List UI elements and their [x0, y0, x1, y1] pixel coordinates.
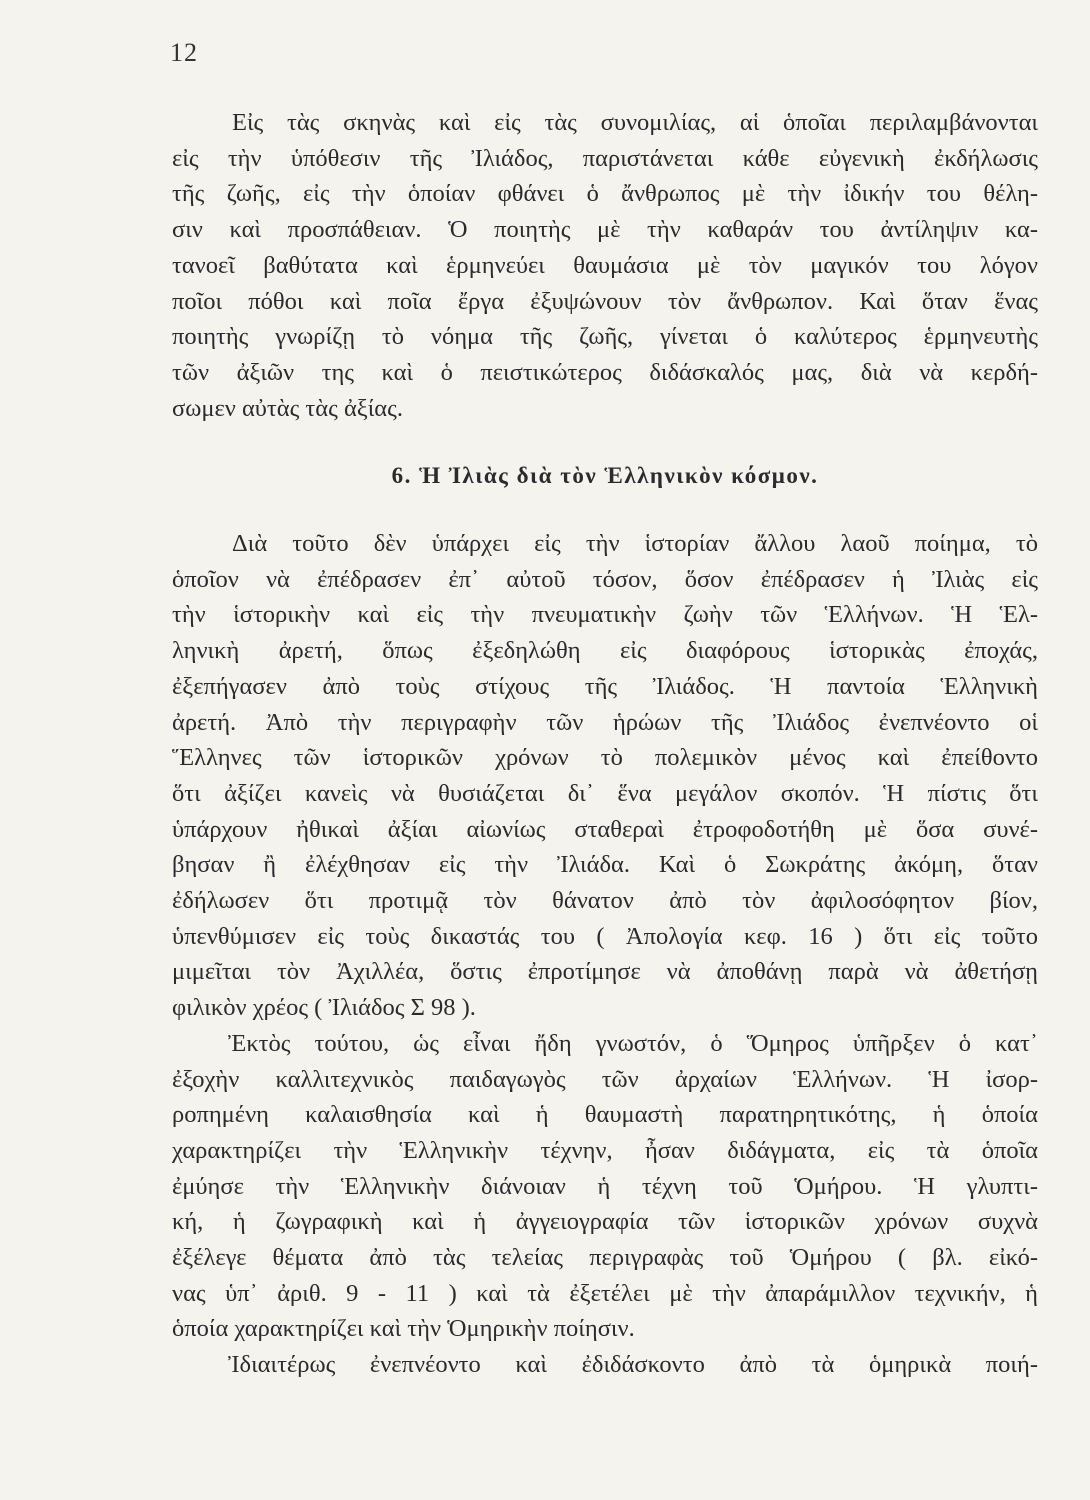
text-line: τῆς ζωῆς, εἰς τὴν ὁποίαν φθάνει ὁ ἄνθρωπος μὲ τὴν ἰδικήν του θέλη- [172, 180, 1038, 208]
text-line: Ἕλληνες τῶν ἱστορικῶν χρόνων τὸ πολεμικὸν μένος καὶ ἐπείθοντο [172, 744, 1038, 772]
text-line: τῶν ἀξιῶν της καὶ ὁ πειστικώτερος διδάσκαλός μας, διὰ νὰ κερδή- [172, 358, 1038, 386]
text-line: ὑπενθύμισεν εἰς τοὺς δικαστάς του ( Ἀπολογία κεφ. 16 ) ὅτι εἰς τοῦτο [172, 922, 1038, 950]
text-line: ροπημένη καλαισθησία καὶ ἡ θαυμαστὴ παρατηρητικότης, ἡ ὁποία [172, 1101, 1038, 1129]
body-text [172, 526, 1038, 1383]
text-line: ὁποία χαρακτηρίζει καὶ τὴν Ὁμηρικὴν ποίησιν. [172, 1315, 635, 1343]
paragraph-2 [172, 526, 1038, 1026]
text-line: Εἰς τὰς σκηνὰς καὶ εἰς τὰς συνομιλίας, αἱ ὁποῖαι περιλαμβάνονται [232, 109, 1038, 136]
text-line: νας ὑπ᾽ ἀριθ. 9 - 11 ) καὶ τὰ ἐξετέλει μὲ τὴν ἀπαράμιλλον τεχνικήν, ἡ [172, 1279, 1038, 1307]
text-line: βησαν ἢ ἐλέχθησαν εἰς τὴν Ἰλιάδα. Καὶ ὁ Σωκράτης ἀκόμη, ὅταν [172, 851, 1038, 879]
text-line: ἐξέλεγε θέματα ἀπὸ τὰς τελείας περιγραφὰς τοῦ Ὁμήρου ( βλ. εἰκό- [172, 1244, 1038, 1272]
text-line: Διὰ τοῦτο δὲν ὑπάρχει εἰς τὴν ἱστορίαν ἄλλου λαοῦ ποίημα, τὸ [232, 530, 1038, 557]
text-line: Ἐκτὸς τούτου, ὡς εἶναι ἤδη γνωστόν, ὁ Ὅμηρος ὑπῆρξεν ὁ κατ᾽ [228, 1029, 1038, 1057]
text-line: ὑπάρχουν ἠθικαὶ ἀξίαι αἰωνίως σταθεραὶ ἐτροφοδοτήθη μὲ ὅσα συνέ- [172, 815, 1038, 843]
text-line: ποιητὴς γνωρίζῃ τὸ νόημα τῆς ζωῆς, γίνεται ὁ καλύτερος ἑρμηνευτὴς [172, 323, 1038, 351]
section-heading: 6. Ἡ Ἰλιὰς διὰ τὸν Ἑλληνικὸν κόσμον. [391, 463, 819, 488]
text-line: ληνικὴ ἀρετή, ὅπως ἐξεδηλώθη εἰς διαφόρους ἱστορικὰς ἐποχάς, [172, 637, 1038, 665]
text-line: τανοεῖ βαθύτατα καὶ ἑρμηνεύει θαυμάσια μὲ τὸν μαγικόν του λόγον [172, 251, 1038, 279]
text-line: Ἰδιαιτέρως ἐνεπνέοντο καὶ ἐδιδάσκοντο ἀπὸ τὰ ὁμηρικὰ ποιή- [228, 1351, 1038, 1379]
text-line: ἐξοχὴν καλλιτεχνικὸς παιδαγωγὸς τῶν ἀρχαίων Ἑλλήνων. Ἡ ἰσορ- [172, 1065, 1038, 1093]
text-line: κή, ἡ ζωγραφικὴ καὶ ἡ ἀγγειογραφία τῶν ἱστορικῶν χρόνων συχνὰ [172, 1208, 1038, 1236]
text-line: τὴν ἱστορικὴν καὶ εἰς τὴν πνευματικὴν ζωὴν τῶν Ἑλλήνων. Ἡ Ἑλ- [172, 601, 1038, 629]
text-line: σιν καὶ προσπάθειαν. Ὁ ποιητὴς μὲ τὴν καθαράν του ἀντίληψιν κα- [172, 216, 1038, 244]
text-line: χαρακτηρίζει τὴν Ἑλληνικὴν τέχνην, ἦσαν διδάγματα, εἰς τὰ ὁποῖα [172, 1136, 1038, 1164]
text-line: φιλικὸν χρέος ( Ἰλιάδος Σ 98 ). [172, 994, 476, 1022]
text-line: ἐξεπήγασεν ἀπὸ τοὺς στίχους τῆς Ἰλιάδος. Ἡ παντοία Ἑλληνικὴ [172, 672, 1038, 700]
text-line: εἰς τὴν ὑπόθεσιν τῆς Ἰλιάδος, παριστάνεται κάθε εὐγενικὴ ἐκδήλωσις [172, 144, 1038, 172]
text-line: ἀρετή. Ἀπὸ τὴν περιγραφὴν τῶν ἡρώων τῆς Ἰλιάδος ἐνεπνέοντο οἱ [172, 708, 1038, 736]
text-line: ἐδήλωσεν ὅτι προτιμᾷ τὸν θάνατον ἀπὸ τὸν ἀφιλοσόφητον βίον, [172, 887, 1038, 915]
paragraph-4 [172, 1347, 1038, 1383]
text-line: ποῖοι πόθοι καὶ ποῖα ἔργα ἐξυψώνουν τὸν ἄνθρωπον. Καὶ ὅταν ἕνας [172, 287, 1038, 315]
text-line: μιμεῖται τὸν Ἀχιλλέα, ὅστις ἐπροτίμησε νὰ ἀποθάνῃ παρὰ νὰ ἀθετήσῃ [172, 958, 1038, 986]
text-line: ὁποῖον νὰ ἐπέδρασεν ἐπ᾽ αὐτοῦ τόσον, ὅσον ἐπέδρασεν ἡ Ἰλιὰς εἰς [172, 565, 1038, 593]
text-line: ὅτι ἀξίζει κανεὶς νὰ θυσιάζεται δι᾽ ἕνα μεγάλον σκοπόν. Ἡ πίστις ὅτι [172, 779, 1038, 807]
text-line: σωμεν αὐτὰς τὰς ἀξίας. [172, 394, 403, 422]
paragraph-1 [172, 105, 1038, 426]
text-line: ἐμύησε τὴν Ἑλληνικὴν διάνοιαν ἡ τέχνη τοῦ Ὁμήρου. Ἡ γλυπτι- [172, 1172, 1038, 1200]
paragraph-3 [172, 1026, 1038, 1347]
page-number: 12 [170, 38, 198, 67]
